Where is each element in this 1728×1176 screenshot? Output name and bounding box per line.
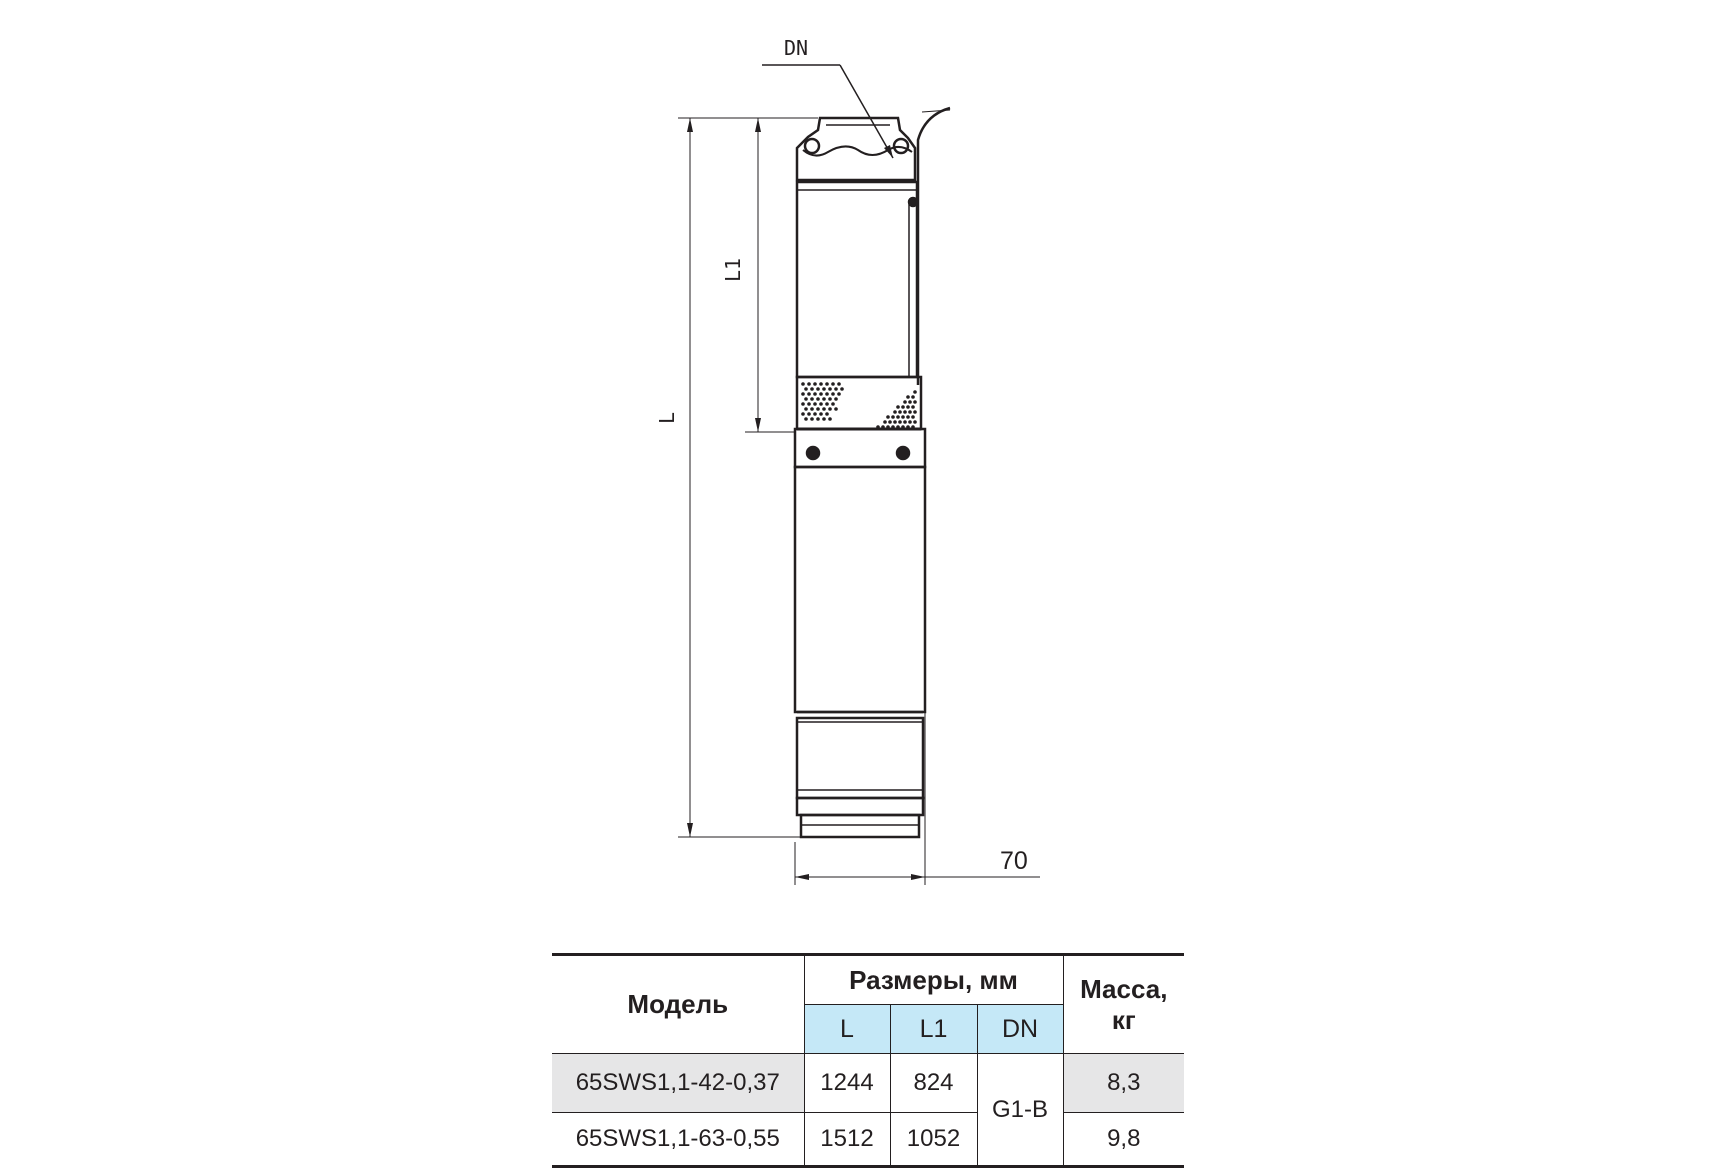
screen-dot [813, 382, 817, 386]
dn-cell: G1-B [977, 1054, 1063, 1167]
screen-dot [906, 395, 910, 399]
screen-dot [807, 392, 811, 396]
screen-dot [813, 392, 817, 396]
screen-dot [881, 425, 885, 429]
screen-dot [822, 417, 826, 421]
screen-dot [876, 425, 880, 429]
width-value: 70 [1000, 847, 1028, 875]
screen-dot [801, 392, 805, 396]
mass-header-line1: Масса, [1080, 973, 1168, 1004]
power-cable [918, 108, 950, 385]
model-cell: 65SWS1,1-63-0,55 [552, 1113, 804, 1167]
mass-header [1063, 955, 1184, 1054]
motor-body [795, 467, 925, 837]
mass-header-line2: кг [1111, 1004, 1136, 1035]
screen-dot [825, 412, 829, 416]
screen-dot [903, 420, 907, 424]
screen-dot [801, 402, 805, 406]
screen-dot [886, 415, 890, 419]
screen-dot [908, 410, 912, 414]
screen-dot [807, 412, 811, 416]
screen-dot [813, 412, 817, 416]
screen-dot [837, 392, 841, 396]
l-cell: 1244 [804, 1054, 890, 1113]
screen-dot [908, 400, 912, 404]
screen-dot [828, 417, 832, 421]
screen-dot [837, 382, 841, 386]
screen-dot [819, 392, 823, 396]
pump-body [795, 182, 925, 467]
mass-cell: 9,8 [1063, 1113, 1184, 1167]
screen-dot [891, 415, 895, 419]
screen-dot [906, 405, 910, 409]
screen-dot [825, 402, 829, 406]
screen-dot [825, 382, 829, 386]
screen-dot [828, 407, 832, 411]
screen-dot [908, 420, 912, 424]
screen-dot [898, 420, 902, 424]
screen-dot [822, 407, 826, 411]
screen-dot [886, 425, 890, 429]
screen-dot [825, 392, 829, 396]
l-cell: 1512 [804, 1113, 890, 1167]
outlet-head [797, 118, 915, 180]
screen-dot [819, 382, 823, 386]
screen-dot [896, 415, 900, 419]
subheader-l1: L1 [890, 1005, 977, 1054]
screen-dot [804, 397, 808, 401]
screen-dot [898, 410, 902, 414]
screen-dot [810, 397, 814, 401]
screen-dot [896, 405, 900, 409]
screen-dot [816, 397, 820, 401]
screen-dot [822, 397, 826, 401]
screen-dot [834, 387, 838, 391]
screen-dot [903, 410, 907, 414]
screen-dot [903, 400, 907, 404]
l1-cell: 1052 [890, 1113, 977, 1167]
screen-dot [913, 400, 917, 404]
screen-dot [801, 382, 805, 386]
screen-dot [913, 410, 917, 414]
screen-dot [913, 390, 917, 394]
screen-dot [804, 417, 808, 421]
mass-cell: 8,3 [1063, 1054, 1184, 1113]
screen-dot [816, 407, 820, 411]
screen-dot [819, 412, 823, 416]
screen-dot [893, 410, 897, 414]
l1-label: L1 [721, 257, 745, 283]
l1-cell: 824 [890, 1054, 977, 1113]
model-header: Модель [627, 989, 729, 1019]
screen-dot [801, 412, 805, 416]
screen-dot [831, 402, 835, 406]
screen-dot [906, 425, 910, 429]
screen-dot [819, 402, 823, 406]
screen-dot [831, 392, 835, 396]
screen-dot [831, 382, 835, 386]
table-row [552, 1113, 1184, 1167]
spec-table [552, 953, 1184, 1168]
screen-dot [901, 415, 905, 419]
screen-dot [891, 425, 895, 429]
subheader-l: L [804, 1005, 890, 1054]
intake-screen [801, 382, 917, 429]
screen-dot [816, 387, 820, 391]
screen-dot [807, 382, 811, 386]
model-cell: 65SWS1,1-42-0,37 [552, 1054, 804, 1113]
screen-dot [901, 425, 905, 429]
screen-dot [911, 425, 915, 429]
screen-dot [901, 405, 905, 409]
screen-dot [813, 402, 817, 406]
screen-dot [828, 397, 832, 401]
screen-dot [883, 420, 887, 424]
screen-dot [804, 407, 808, 411]
screen-dot [816, 417, 820, 421]
screen-dot [896, 425, 900, 429]
screen-dot [810, 407, 814, 411]
l-label: L [655, 411, 679, 425]
screen-dot [906, 415, 910, 419]
screen-dot [810, 387, 814, 391]
table-row [552, 1054, 1184, 1113]
screen-dot [828, 387, 832, 391]
screen-dot [834, 397, 838, 401]
dims-header: Размеры, мм [804, 955, 1063, 1005]
subheader-dn: DN [977, 1005, 1063, 1054]
screen-dot [911, 415, 915, 419]
screen-dot [840, 387, 844, 391]
screen-dot [911, 395, 915, 399]
screen-dot [913, 420, 917, 424]
screen-dot [911, 405, 915, 409]
dn-label: DN [784, 36, 809, 60]
screen-dot [807, 402, 811, 406]
screen-dot [888, 420, 892, 424]
screen-dot [822, 387, 826, 391]
dn-leader [762, 65, 893, 158]
screen-dot [893, 420, 897, 424]
screen-dot [834, 407, 838, 411]
screen-dot [804, 387, 808, 391]
screen-dot [810, 417, 814, 421]
dimension-l1 [745, 118, 795, 432]
